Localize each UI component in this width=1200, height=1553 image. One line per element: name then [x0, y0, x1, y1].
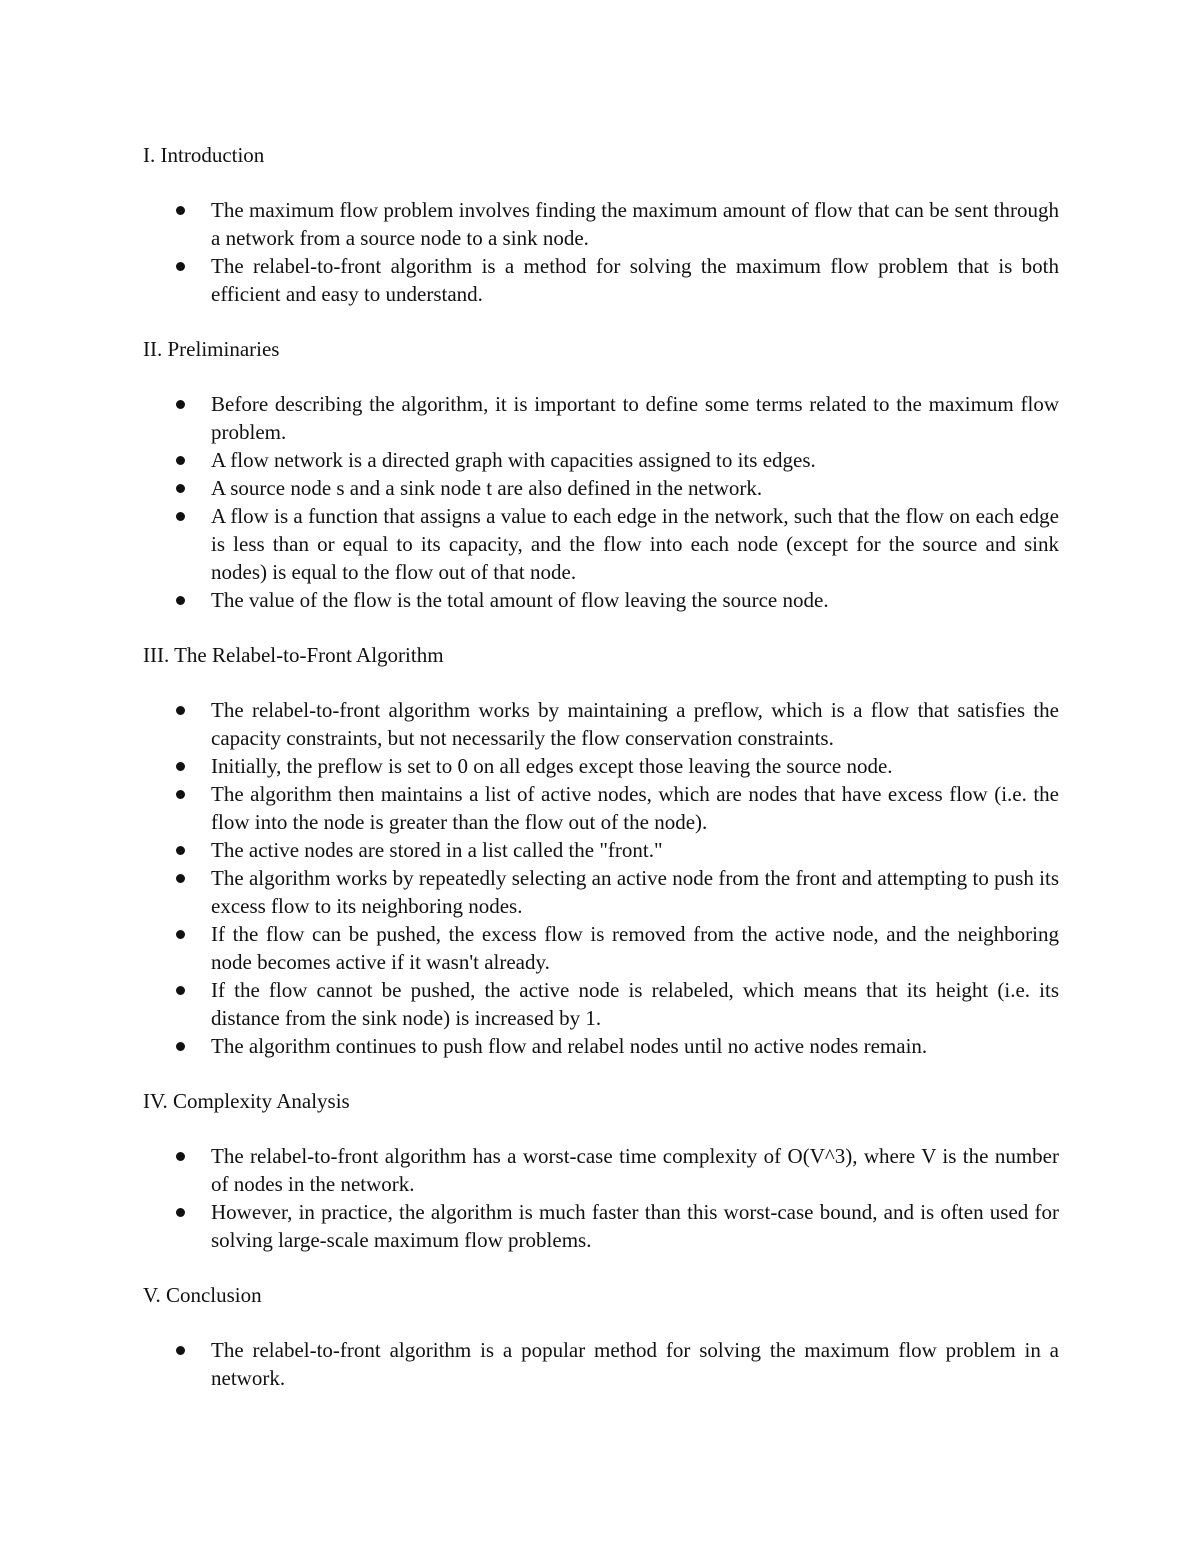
bullet-icon	[176, 400, 185, 409]
list-item-text: Initially, the preflow is set to 0 on all edges except those leaving the source node.	[211, 754, 893, 778]
list-item-text: The active nodes are stored in a list called the "front."	[211, 838, 663, 862]
list-item	[143, 864, 1059, 920]
bullet-icon	[176, 1152, 185, 1161]
list-item	[143, 1032, 1059, 1060]
list-item-text: The relabel-to-front algorithm works by maintaining a preflow, which is a flow that satisfies the capacity constraints, but not necessarily the flow conservation constraints.	[211, 698, 1059, 750]
bullet-icon	[176, 512, 185, 521]
list-item-text: If the flow can be pushed, the excess flow is removed from the active node, and the neighboring node becomes active if it wasn't already.	[211, 922, 1059, 974]
list-item	[143, 836, 1059, 864]
list-item-text: The relabel-to-front algorithm is a popular method for solving the maximum flow problem in a network.	[211, 1338, 1059, 1390]
bullet-icon	[176, 1208, 185, 1217]
list-item-text: The algorithm then maintains a list of active nodes, which are nodes that have excess flow (i.e. the flow into the node is greater than the flow out of the node).	[211, 782, 1059, 834]
section-heading: III. The Relabel-to-Front Algorithm	[143, 643, 444, 667]
section-heading: II. Preliminaries	[143, 337, 280, 361]
bullet-icon	[176, 790, 185, 799]
section-heading: IV. Complexity Analysis	[143, 1089, 350, 1113]
section-introduction	[143, 141, 1059, 308]
list-item-text: The relabel-to-front algorithm is a method for solving the maximum flow problem that is both efficient and easy to understand.	[211, 254, 1059, 306]
bullet-list	[143, 1142, 1059, 1254]
section-heading: I. Introduction	[143, 143, 265, 167]
section-heading: V. Conclusion	[143, 1283, 262, 1307]
bullet-icon	[176, 930, 185, 939]
bullet-icon	[176, 596, 185, 605]
list-item-text: A source node s and a sink node t are also defined in the network.	[211, 476, 763, 500]
list-item	[143, 502, 1059, 586]
bullet-icon	[176, 206, 185, 215]
list-item	[143, 586, 1059, 614]
bullet-icon	[176, 846, 185, 855]
list-item	[143, 976, 1059, 1032]
list-item	[143, 696, 1059, 752]
list-item	[143, 752, 1059, 780]
bullet-icon	[176, 262, 185, 271]
list-item	[143, 1336, 1059, 1392]
document-body	[143, 141, 1059, 1419]
section-algorithm	[143, 641, 1059, 1060]
list-item-text: If the flow cannot be pushed, the active node is relabeled, which means that its height (i.e. its distance from the sink node) is increased by 1.	[211, 978, 1059, 1030]
section-preliminaries	[143, 335, 1059, 614]
list-item	[143, 390, 1059, 446]
bullet-icon	[176, 456, 185, 465]
bullet-icon	[176, 706, 185, 715]
list-item-text: However, in practice, the algorithm is much faster than this worst-case bound, and is often used for solving large-scale maximum flow problems.	[211, 1200, 1059, 1252]
list-item-text: A flow network is a directed graph with capacities assigned to its edges.	[211, 448, 816, 472]
list-item	[143, 1142, 1059, 1198]
bullet-icon	[176, 484, 185, 493]
list-item	[143, 920, 1059, 976]
bullet-list	[143, 696, 1059, 1060]
bullet-icon	[176, 1042, 185, 1051]
list-item-text: The algorithm continues to push flow and relabel nodes until no active nodes remain.	[211, 1034, 928, 1058]
list-item-text: The maximum flow problem involves finding the maximum amount of flow that can be sent through a network from a source node to a sink node.	[211, 198, 1059, 250]
section-complexity	[143, 1087, 1059, 1254]
list-item-text: Before describing the algorithm, it is important to define some terms related to the maximum flow problem.	[211, 392, 1059, 444]
bullet-list	[143, 196, 1059, 308]
list-item	[143, 252, 1059, 308]
list-item	[143, 474, 1059, 502]
bullet-icon	[176, 874, 185, 883]
list-item-text: A flow is a function that assigns a value to each edge in the network, such that the flow on each edge is less than or equal to its capacity, and the flow into each node (except for the source and sink nodes) is equal to the flow out of that node.	[211, 504, 1059, 584]
list-item-text: The relabel-to-front algorithm has a worst-case time complexity of O(V^3), where V is the number of nodes in the network.	[211, 1144, 1059, 1196]
list-item-text: The value of the flow is the total amount of flow leaving the source node.	[211, 588, 829, 612]
list-item	[143, 196, 1059, 252]
list-item	[143, 780, 1059, 836]
bullet-list	[143, 1336, 1059, 1392]
bullet-icon	[176, 762, 185, 771]
bullet-icon	[176, 1346, 185, 1355]
list-item	[143, 446, 1059, 474]
bullet-list	[143, 390, 1059, 614]
list-item-text: The algorithm works by repeatedly selecting an active node from the front and attempting to push its excess flow to its neighboring nodes.	[211, 866, 1059, 918]
list-item	[143, 1198, 1059, 1254]
section-conclusion	[143, 1281, 1059, 1392]
bullet-icon	[176, 986, 185, 995]
